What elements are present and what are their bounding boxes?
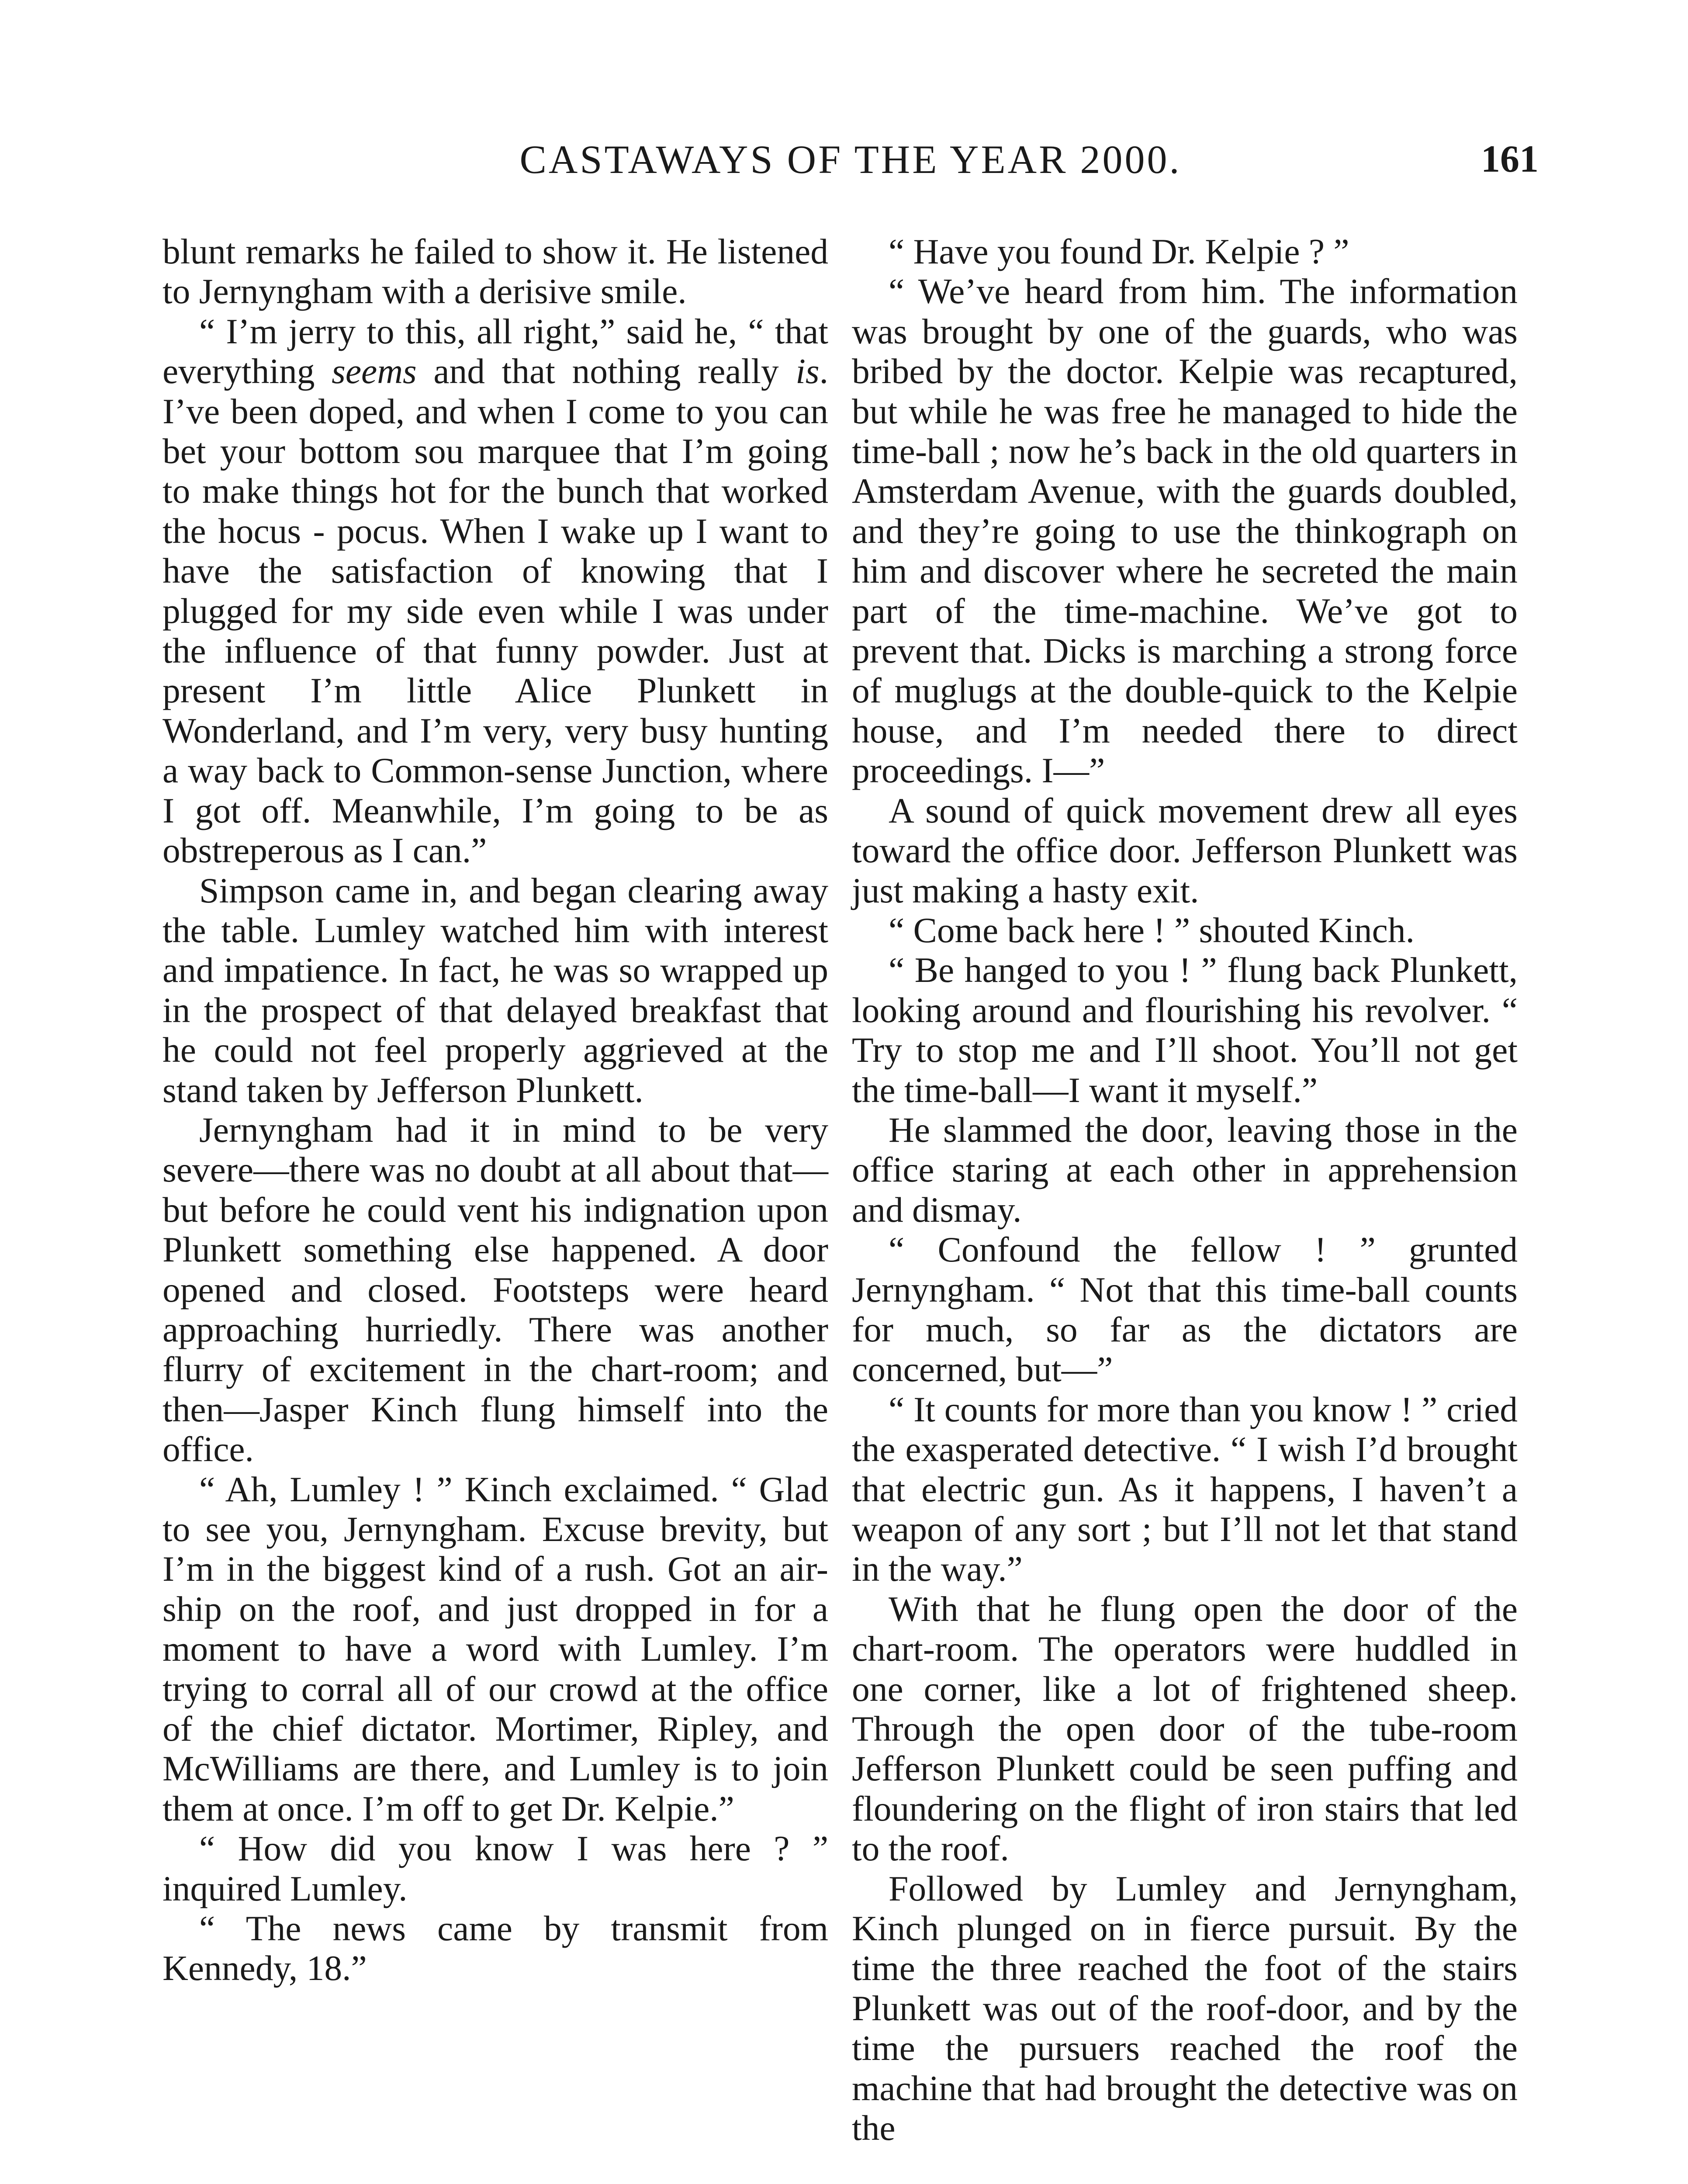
page-header bbox=[163, 131, 1539, 188]
paragraph: “ I’m jerry to this, all right,” said he, “ that everything seems and that nothing really is. I’ve been doped, and when I come to you can bet your bottom sou marquee that I’m going to make things hot for the bunch that worked the hocus - pocus. When I wake up I want to have the satisfaction of knowing that I plugged for my side even while I was under the influence of that funny powder. Just at present I’m little Alice Plunkett in Wonderland, and I’m very, very busy hunting a way back to Common-sense Junction, where I got off. Meanwhile, I’m going to be as obstreperous as I can.” bbox=[163, 311, 828, 871]
paragraph: A sound of quick movement drew all eyes toward the office door. Jefferson Plunkett was just making a hasty exit. bbox=[852, 790, 1518, 910]
paragraph: “ Ah, Lumley ! ” Kinch exclaimed. “ Glad to see you, Jernyngham. Excuse brevity, but I’m in the biggest kind of a rush. Got an air-ship on the roof, and just dropped in for a moment to have a word with Lumley. I’m trying to corral all of our crowd at the office of the chief dictator. Mortimer, Ripley, and McWilliams are there, and Lumley is to join them at once. I’m off to get Dr. Kelpie.” bbox=[163, 1469, 828, 1828]
paragraph: “ Be hanged to you ! ” flung back Plunkett, looking around and flourishing his revolver. “ Try to stop me and I’ll shoot. You’ll not get the time-ball—I want it myself.” bbox=[852, 950, 1518, 1110]
paragraph: Jernyngham had it in mind to be very severe—there was no doubt at all about that—but before he could vent his indignation upon Plunkett something else happened. A door opened and closed. Footsteps were heard approaching hurriedly. There was another flurry of excitement in the chart-room; and then—Jasper Kinch flung himself into the office. bbox=[163, 1109, 828, 1469]
paragraph: blunt remarks he failed to show it. He listened to Jernyngham with a derisive smile. bbox=[163, 232, 828, 311]
paragraph: Simpson came in, and began clearing away the table. Lumley watched him with interest and impatience. In fact, he was so wrapped up in the prospect of that delayed breakfast that he could not feel properly aggrieved at the stand taken by Jefferson Plunkett. bbox=[163, 870, 828, 1110]
paragraph: “ Confound the fellow ! ” grunted Jernyngham. “ Not that this time-ball counts for much, so far as the dictators are concerned, but—” bbox=[852, 1230, 1518, 1389]
emphasis: is bbox=[796, 351, 820, 391]
paragraph: “ Have you found Dr. Kelpie ? ” bbox=[889, 232, 1349, 271]
paragraph: “ Come back here ! ” shouted Kinch. bbox=[889, 910, 1415, 950]
left-column bbox=[163, 232, 828, 1988]
paragraph: “ How did you know I was here ? ” inquired Lumley. bbox=[163, 1828, 828, 1908]
paragraph: He slammed the door, leaving those in the office staring at each other in apprehension and dismay. bbox=[852, 1109, 1518, 1230]
paragraph: With that he flung open the door of the chart-room. The operators were huddled in one corner, like a lot of frightened sheep. Through the open door of the tube-room Jefferson Plunkett could be seen puffing and floundering on the flight of iron stairs that led to the roof. bbox=[852, 1589, 1518, 1869]
page-number: 161 bbox=[1481, 138, 1539, 180]
running-title: CASTAWAYS OF THE YEAR 2000. bbox=[519, 137, 1182, 182]
paragraph: “ The news came by transmit from Kennedy, 18.” bbox=[163, 1908, 828, 1988]
paragraph: Followed by Lumley and Jernyngham, Kinch plunged on in fierce pursuit. By the time the three reached the foot of the stairs Plunkett was out of the roof-door, and by the time the pursuers reached the roof the machine that had brought the detective was on the bbox=[852, 1868, 1518, 2148]
right-column bbox=[852, 232, 1518, 2148]
emphasis: seems bbox=[332, 351, 417, 391]
paragraph: “ We’ve heard from him. The information was brought by one of the guards, who was bribed by the doctor. Kelpie was recaptured, but while he was free he managed to hide the time-ball ; now he’s back in the old quarters in Amsterdam Avenue, with the guards doubled, and they’re going to use the thinkograph on him and discover where he secreted the main part of the time-machine. We’ve got to prevent that. Dicks is marching a strong force of muglugs at the double-quick to the Kelpie house, and I’m needed there to direct proceedings. I—” bbox=[852, 271, 1518, 791]
paragraph: “ It counts for more than you know ! ” cried the exasperated detective. “ I wish I’d brought that electric gun. As it happens, I haven’t a weapon of any sort ; but I’ll not let that stand in the way.” bbox=[852, 1389, 1518, 1589]
